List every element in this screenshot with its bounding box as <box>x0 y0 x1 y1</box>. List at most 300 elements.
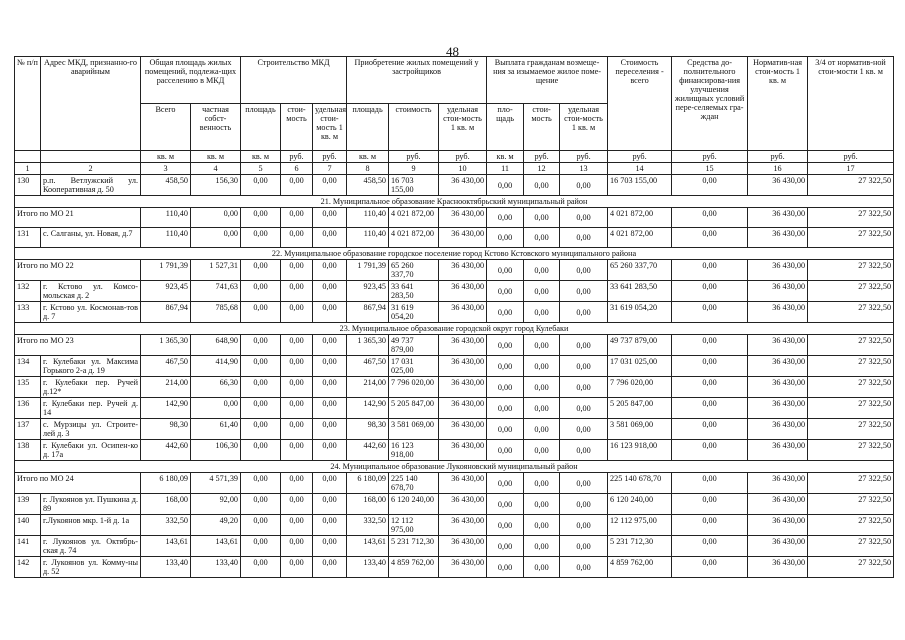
value-cell: 27 322,50 <box>808 419 894 440</box>
unit-cell <box>15 151 41 163</box>
value-cell: 0,00 <box>313 208 347 228</box>
value-cell: 0,00 <box>313 419 347 440</box>
value-cell: 36 430,00 <box>748 515 808 536</box>
unit-cell: руб. <box>560 151 608 163</box>
value-cell: 0,00 <box>524 260 560 281</box>
header-acquisition: Приобретение жилых помещений у застройщиков <box>347 57 487 104</box>
value-cell: 36 430,00 <box>748 356 808 377</box>
value-cell: 168,00 <box>141 494 191 515</box>
value-cell: 36 430,00 <box>748 398 808 419</box>
value-cell: 0,00 <box>241 302 281 323</box>
value-cell: 0,00 <box>313 473 347 494</box>
column-number-cell: 15 <box>672 163 748 175</box>
value-cell: 1 365,30 <box>141 335 191 356</box>
value-cell: 0,00 <box>524 398 560 419</box>
value-cell: 414,90 <box>191 356 241 377</box>
value-cell: 0,00 <box>281 377 313 398</box>
value-cell: 0,00 <box>560 335 608 356</box>
value-cell: 0,00 <box>281 356 313 377</box>
value-cell: 0,00 <box>560 377 608 398</box>
value-cell: 0,00 <box>524 356 560 377</box>
table-row <box>15 175 894 196</box>
value-cell: 36 430,00 <box>748 175 808 196</box>
value-cell: 156,30 <box>191 175 241 196</box>
value-cell: 36 430,00 <box>439 208 487 228</box>
section-title: 24. Муниципальное образование Лукояновский муниципальный район <box>15 461 894 473</box>
value-cell: 0,00 <box>281 260 313 281</box>
value-cell: 0,00 <box>560 356 608 377</box>
value-cell: 458,50 <box>141 175 191 196</box>
value-cell: 0,00 <box>560 398 608 419</box>
value-cell: 0,00 <box>313 281 347 302</box>
table-row <box>15 281 894 302</box>
value-cell: 5 231 712,30 <box>389 536 439 557</box>
value-cell: 36 430,00 <box>439 473 487 494</box>
value-cell: 0,00 <box>487 536 524 557</box>
value-cell: 0,00 <box>487 515 524 536</box>
value-cell: 36 430,00 <box>748 335 808 356</box>
unit-cell: руб. <box>672 151 748 163</box>
value-cell: 49,20 <box>191 515 241 536</box>
value-cell: 0,00 <box>241 377 281 398</box>
value-cell: 0,00 <box>560 419 608 440</box>
value-cell: 0,00 <box>524 536 560 557</box>
value-cell: 36 430,00 <box>748 208 808 228</box>
value-cell: 36 430,00 <box>439 228 487 248</box>
column-number-row <box>15 163 894 175</box>
value-cell: 110,40 <box>347 208 389 228</box>
value-cell: 12 112 975,00 <box>389 515 439 536</box>
value-cell: 0,00 <box>241 228 281 248</box>
value-cell: 0,00 <box>241 494 281 515</box>
value-cell: 36 430,00 <box>748 260 808 281</box>
value-cell: 36 430,00 <box>439 281 487 302</box>
value-cell: 0,00 <box>487 356 524 377</box>
value-cell: 0,00 <box>241 281 281 302</box>
page-number: 48 <box>446 44 459 59</box>
address-cell: г. Кстово ул. Комсо-мольская д. 2 <box>41 281 141 302</box>
subheader-unit-cost: удельная стои-мость 1 кв. м <box>313 104 347 151</box>
value-cell: 0,00 <box>560 440 608 461</box>
subheader-area: пло-щадь <box>487 104 524 151</box>
value-cell: 142,90 <box>347 398 389 419</box>
value-cell: 0,00 <box>313 260 347 281</box>
value-cell: 0,00 <box>672 398 748 419</box>
value-cell: 17 031 025,00 <box>608 356 672 377</box>
subheader-area: площадь <box>241 104 281 151</box>
column-number-cell: 9 <box>389 163 439 175</box>
value-cell: 0,00 <box>191 228 241 248</box>
value-cell: 0,00 <box>281 515 313 536</box>
value-cell: 648,90 <box>191 335 241 356</box>
value-cell: 0,00 <box>524 440 560 461</box>
row-number: 133 <box>15 302 41 323</box>
value-cell: 27 322,50 <box>808 398 894 419</box>
subtotal-row <box>15 473 894 494</box>
value-cell: 0,00 <box>191 398 241 419</box>
section-title: 22. Муниципальное образование городское поселение город Кстово Кстовского муниципального района <box>15 248 894 260</box>
value-cell: 27 322,50 <box>808 557 894 578</box>
value-cell: 27 322,50 <box>808 175 894 196</box>
section-header-row <box>15 461 894 473</box>
subtotal-row <box>15 208 894 228</box>
value-cell: 106,30 <box>191 440 241 461</box>
value-cell: 36 430,00 <box>439 440 487 461</box>
unit-cell: кв. м <box>487 151 524 163</box>
header-normative-cost: Норматив-ная стои-мость 1 кв. м <box>748 57 808 151</box>
value-cell: 27 322,50 <box>808 440 894 461</box>
value-cell: 36 430,00 <box>439 335 487 356</box>
value-cell: 65 260 337,70 <box>389 260 439 281</box>
value-cell: 27 322,50 <box>808 515 894 536</box>
subtotal-row <box>15 335 894 356</box>
value-cell: 5 231 712,30 <box>608 536 672 557</box>
value-cell: 0,00 <box>241 208 281 228</box>
value-cell: 0,00 <box>487 335 524 356</box>
value-cell: 6 120 240,00 <box>608 494 672 515</box>
row-number: 142 <box>15 557 41 578</box>
value-cell: 741,63 <box>191 281 241 302</box>
value-cell: 110,40 <box>347 228 389 248</box>
value-cell: 0,00 <box>672 440 748 461</box>
value-cell: 27 322,50 <box>808 228 894 248</box>
subheader-area: площадь <box>347 104 389 151</box>
value-cell: 0,00 <box>313 175 347 196</box>
column-number-cell: 2 <box>41 163 141 175</box>
value-cell: 867,94 <box>347 302 389 323</box>
value-cell: 36 430,00 <box>748 536 808 557</box>
value-cell: 36 430,00 <box>439 515 487 536</box>
row-number: 134 <box>15 356 41 377</box>
column-number-cell: 5 <box>241 163 281 175</box>
value-cell: 0,00 <box>560 208 608 228</box>
row-number: 131 <box>15 228 41 248</box>
row-number: 130 <box>15 175 41 196</box>
value-cell: 0,00 <box>487 398 524 419</box>
table-row <box>15 515 894 536</box>
value-cell: 31 619 054,20 <box>389 302 439 323</box>
section-header-row <box>15 196 894 208</box>
value-cell: 0,00 <box>281 335 313 356</box>
value-cell: 442,60 <box>141 440 191 461</box>
value-cell: 0,00 <box>487 260 524 281</box>
address-cell: г. Кулебаки ул. Максима Горького 2-а д. 19 <box>41 356 141 377</box>
value-cell: 0,00 <box>313 515 347 536</box>
address-cell: г. Кулебаки пер. Ручей д. 14 <box>41 398 141 419</box>
unit-cell: руб. <box>608 151 672 163</box>
subheader-cost: стои-мость <box>281 104 313 151</box>
value-cell: 36 430,00 <box>439 536 487 557</box>
value-cell: 36 430,00 <box>439 557 487 578</box>
value-cell: 0,00 <box>281 281 313 302</box>
value-cell: 16 703 155,00 <box>608 175 672 196</box>
value-cell: 0,00 <box>672 494 748 515</box>
value-cell: 36 430,00 <box>748 494 808 515</box>
value-cell: 33 641 283,50 <box>608 281 672 302</box>
value-cell: 0,00 <box>672 377 748 398</box>
header-three-quarters: 3/4 от норматив-ной стои-мости 1 кв. м <box>808 57 894 151</box>
value-cell: 0,00 <box>672 356 748 377</box>
value-cell: 36 430,00 <box>748 302 808 323</box>
value-cell: 4 021 872,00 <box>389 228 439 248</box>
value-cell: 0,00 <box>313 398 347 419</box>
value-cell: 142,90 <box>141 398 191 419</box>
address-cell: г. Кулебаки ул. Осипен-ко д. 17а <box>41 440 141 461</box>
value-cell: 61,40 <box>191 419 241 440</box>
value-cell: 6 180,09 <box>141 473 191 494</box>
section-title: 21. Муниципальное образование Краснооктябрьский муниципальный район <box>15 196 894 208</box>
value-cell: 0,00 <box>313 536 347 557</box>
value-cell: 4 859 762,00 <box>608 557 672 578</box>
unit-cell: руб. <box>808 151 894 163</box>
value-cell: 6 120 240,00 <box>389 494 439 515</box>
value-cell: 0,00 <box>672 208 748 228</box>
value-cell: 0,00 <box>560 557 608 578</box>
resettlement-table <box>14 56 894 578</box>
row-number: 139 <box>15 494 41 515</box>
value-cell: 36 430,00 <box>439 419 487 440</box>
value-cell: 923,45 <box>141 281 191 302</box>
value-cell: 33 641 283,50 <box>389 281 439 302</box>
value-cell: 0,00 <box>672 281 748 302</box>
value-cell: 27 322,50 <box>808 281 894 302</box>
value-cell: 0,00 <box>281 557 313 578</box>
value-cell: 36 430,00 <box>748 419 808 440</box>
value-cell: 5 205 847,00 <box>389 398 439 419</box>
value-cell: 0,00 <box>313 440 347 461</box>
table-row <box>15 419 894 440</box>
value-cell: 0,00 <box>524 419 560 440</box>
column-number-cell: 11 <box>487 163 524 175</box>
value-cell: 0,00 <box>487 473 524 494</box>
value-cell: 1 791,39 <box>347 260 389 281</box>
value-cell: 0,00 <box>313 356 347 377</box>
value-cell: 0,00 <box>560 281 608 302</box>
value-cell: 7 796 020,00 <box>608 377 672 398</box>
value-cell: 0,00 <box>672 335 748 356</box>
value-cell: 225 140 678,70 <box>608 473 672 494</box>
subheader-cost: стои-мость <box>524 104 560 151</box>
value-cell: 0,00 <box>524 302 560 323</box>
value-cell: 0,00 <box>313 494 347 515</box>
section-header-row <box>15 248 894 260</box>
column-number-cell: 14 <box>608 163 672 175</box>
column-number-cell: 17 <box>808 163 894 175</box>
value-cell: 0,00 <box>487 557 524 578</box>
value-cell: 0,00 <box>672 260 748 281</box>
unit-cell: руб. <box>524 151 560 163</box>
value-cell: 0,00 <box>487 440 524 461</box>
column-number-cell: 16 <box>748 163 808 175</box>
value-cell: 27 322,50 <box>808 335 894 356</box>
value-cell: 0,00 <box>672 473 748 494</box>
value-cell: 225 140 678,70 <box>389 473 439 494</box>
subheader-unit-cost: удельная стои-мость 1 кв. м <box>439 104 487 151</box>
header-row <box>15 57 894 104</box>
address-cell: р.п. Ветлужский ул. Кооперативная д. 50 <box>41 175 141 196</box>
row-number: 140 <box>15 515 41 536</box>
value-cell: 0,00 <box>560 494 608 515</box>
value-cell: 0,00 <box>241 260 281 281</box>
unit-cell: руб. <box>389 151 439 163</box>
value-cell: 442,60 <box>347 440 389 461</box>
row-number: 132 <box>15 281 41 302</box>
value-cell: 0,00 <box>281 473 313 494</box>
value-cell: 1 791,39 <box>141 260 191 281</box>
value-cell: 214,00 <box>141 377 191 398</box>
value-cell: 27 322,50 <box>808 377 894 398</box>
column-number-cell: 13 <box>560 163 608 175</box>
value-cell: 0,00 <box>560 515 608 536</box>
value-cell: 4 021 872,00 <box>608 228 672 248</box>
value-cell: 16 123 918,00 <box>389 440 439 461</box>
value-cell: 332,50 <box>347 515 389 536</box>
value-cell: 49 737 879,00 <box>608 335 672 356</box>
row-number: 135 <box>15 377 41 398</box>
value-cell: 458,50 <box>347 175 389 196</box>
column-number-cell: 3 <box>141 163 191 175</box>
value-cell: 98,30 <box>347 419 389 440</box>
table-row <box>15 356 894 377</box>
value-cell: 0,00 <box>560 302 608 323</box>
value-cell: 0,00 <box>487 494 524 515</box>
value-cell: 0,00 <box>524 557 560 578</box>
value-cell: 0,00 <box>241 335 281 356</box>
value-cell: 12 112 975,00 <box>608 515 672 536</box>
value-cell: 27 322,50 <box>808 302 894 323</box>
unit-cell: руб. <box>748 151 808 163</box>
value-cell: 0,00 <box>241 175 281 196</box>
unit-cell: кв. м <box>191 151 241 163</box>
value-cell: 0,00 <box>313 557 347 578</box>
value-cell: 143,61 <box>191 536 241 557</box>
value-cell: 17 031 025,00 <box>389 356 439 377</box>
value-cell: 0,00 <box>524 335 560 356</box>
value-cell: 5 205 847,00 <box>608 398 672 419</box>
table-row <box>15 557 894 578</box>
value-cell: 168,00 <box>347 494 389 515</box>
value-cell: 36 430,00 <box>439 302 487 323</box>
header-resettlement-cost: Стоимость переселения - всего <box>608 57 672 151</box>
column-number-cell: 4 <box>191 163 241 175</box>
value-cell: 0,00 <box>241 356 281 377</box>
header-address: Адрес МКД, признанно-го аварийным <box>41 57 141 151</box>
value-cell: 98,30 <box>141 419 191 440</box>
value-cell: 0,00 <box>487 228 524 248</box>
value-cell: 332,50 <box>141 515 191 536</box>
header-additional-funds: Средства до-полнительного финансирова-ния улучшения жилищных условий пере-селяемых гра-ждан <box>672 57 748 151</box>
value-cell: 0,00 <box>524 515 560 536</box>
column-number-cell: 6 <box>281 163 313 175</box>
value-cell: 0,00 <box>672 175 748 196</box>
table-row <box>15 440 894 461</box>
value-cell: 0,00 <box>191 208 241 228</box>
unit-cell: руб. <box>313 151 347 163</box>
value-cell: 7 796 020,00 <box>389 377 439 398</box>
value-cell: 0,00 <box>524 228 560 248</box>
header-compensation: Выплата гражданам возмеще-ния за изымаемое жилое поме-щение <box>487 57 608 104</box>
value-cell: 0,00 <box>241 557 281 578</box>
value-cell: 4 021 872,00 <box>389 208 439 228</box>
value-cell: 1 527,31 <box>191 260 241 281</box>
subtotal-label: Итого по МО 22 <box>15 260 141 281</box>
column-number-cell: 8 <box>347 163 389 175</box>
value-cell: 0,00 <box>487 175 524 196</box>
subheader-private: частная собст-венность <box>191 104 241 151</box>
value-cell: 36 430,00 <box>748 377 808 398</box>
value-cell: 0,00 <box>281 228 313 248</box>
value-cell: 0,00 <box>487 377 524 398</box>
header-number: № п/п <box>15 57 41 151</box>
value-cell: 27 322,50 <box>808 536 894 557</box>
value-cell: 0,00 <box>672 228 748 248</box>
table-row <box>15 494 894 515</box>
value-cell: 0,00 <box>281 302 313 323</box>
value-cell: 0,00 <box>524 281 560 302</box>
subtotal-row <box>15 260 894 281</box>
address-cell: г. Кстово ул. Космонав-тов д. 7 <box>41 302 141 323</box>
value-cell: 0,00 <box>672 419 748 440</box>
value-cell: 0,00 <box>487 302 524 323</box>
section-title: 23. Муниципальное образование городской округ город Кулебаки <box>15 323 894 335</box>
table-row <box>15 398 894 419</box>
value-cell: 36 430,00 <box>748 228 808 248</box>
value-cell: 0,00 <box>560 228 608 248</box>
value-cell: 467,50 <box>141 356 191 377</box>
value-cell: 467,50 <box>347 356 389 377</box>
value-cell: 36 430,00 <box>439 175 487 196</box>
row-number: 141 <box>15 536 41 557</box>
row-number: 138 <box>15 440 41 461</box>
value-cell: 1 365,30 <box>347 335 389 356</box>
value-cell: 0,00 <box>313 302 347 323</box>
value-cell: 16 123 918,00 <box>608 440 672 461</box>
value-cell: 36 430,00 <box>748 440 808 461</box>
value-cell: 92,00 <box>191 494 241 515</box>
value-cell: 36 430,00 <box>439 260 487 281</box>
value-cell: 110,40 <box>141 228 191 248</box>
value-cell: 49 737 879,00 <box>389 335 439 356</box>
value-cell: 0,00 <box>241 419 281 440</box>
value-cell: 0,00 <box>241 536 281 557</box>
value-cell: 27 322,50 <box>808 473 894 494</box>
value-cell: 143,61 <box>347 536 389 557</box>
value-cell: 6 180,09 <box>347 473 389 494</box>
value-cell: 0,00 <box>313 377 347 398</box>
value-cell: 36 430,00 <box>439 398 487 419</box>
unit-cell <box>41 151 141 163</box>
value-cell: 0,00 <box>672 536 748 557</box>
value-cell: 4 571,39 <box>191 473 241 494</box>
value-cell: 923,45 <box>347 281 389 302</box>
unit-cell: руб. <box>439 151 487 163</box>
value-cell: 0,00 <box>672 302 748 323</box>
value-cell: 27 322,50 <box>808 494 894 515</box>
value-cell: 0,00 <box>487 419 524 440</box>
table-row <box>15 377 894 398</box>
value-cell: 143,61 <box>141 536 191 557</box>
table-row <box>15 228 894 248</box>
value-cell: 0,00 <box>281 208 313 228</box>
address-cell: с. Салганы, ул. Новая, д.7 <box>41 228 141 248</box>
value-cell: 867,94 <box>141 302 191 323</box>
value-cell: 0,00 <box>560 175 608 196</box>
value-cell: 0,00 <box>241 398 281 419</box>
value-cell: 0,00 <box>524 473 560 494</box>
subheader-cost: стоимость <box>389 104 439 151</box>
value-cell: 36 430,00 <box>748 557 808 578</box>
value-cell: 27 322,50 <box>808 356 894 377</box>
